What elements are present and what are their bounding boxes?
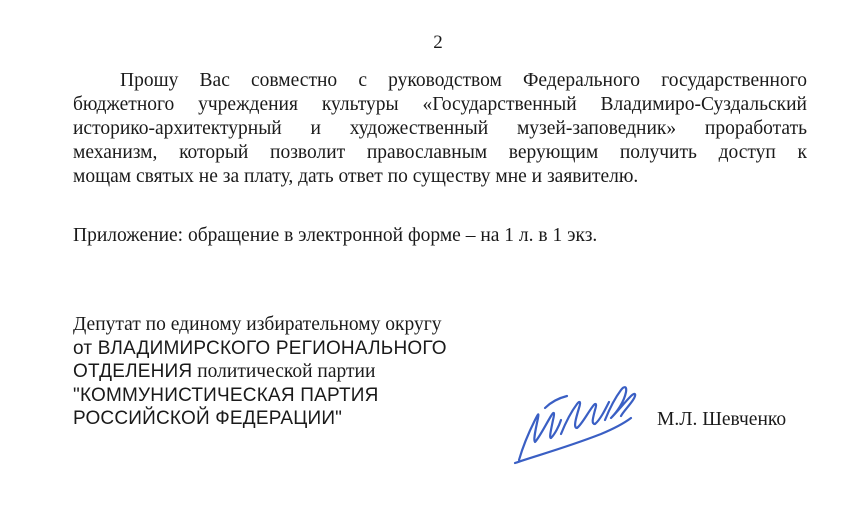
signatory-title-line: "КОММУНИСТИЧЕСКАЯ ПАРТИЯ: [73, 384, 379, 406]
signatory-title-line: РОССИЙСКОЙ ФЕДЕРАЦИИ": [73, 408, 343, 429]
attachment-note: Приложение: обращение в электронной форме – на 1 л. в 1 экз.: [73, 225, 598, 246]
page-number: 2: [433, 32, 443, 53]
signatory-title-rest: политической партии: [192, 361, 376, 382]
paragraph-line: мощам святых не за плату, дать ответ по существу мне и заявителю.: [73, 166, 639, 187]
signatory-title-block: [73, 313, 493, 431]
paragraph-line: историко-архитектурный и художественный музей-заповедник» проработать: [73, 118, 807, 139]
signatory-title-caps: ОТДЕЛЕНИЯ: [73, 361, 193, 382]
handwritten-signature: [505, 368, 645, 468]
paragraph-line: бюджетного учреждения культуры «Государственный Владимиро-Суздальский: [73, 94, 807, 115]
signature-stroke: [519, 413, 561, 460]
signatory-title-line: Депутат по единому избирательному округу: [73, 314, 442, 335]
signatory-title-line: [73, 360, 493, 384]
paragraph-line: Прошу Вас совместно с руководством Федерального государственного: [120, 70, 807, 91]
signer-name: М.Л. Шевченко: [657, 409, 787, 430]
request-paragraph: [73, 69, 807, 189]
signatory-title-line: от ВЛАДИМИРСКОГО РЕГИОНАЛЬНОГО: [73, 337, 447, 359]
signature-stroke: [545, 396, 567, 408]
signature-stroke: [561, 402, 609, 434]
signature-stroke: [605, 387, 635, 420]
paragraph-line: механизм, который позволит православным верующим получить доступ к: [73, 142, 807, 163]
